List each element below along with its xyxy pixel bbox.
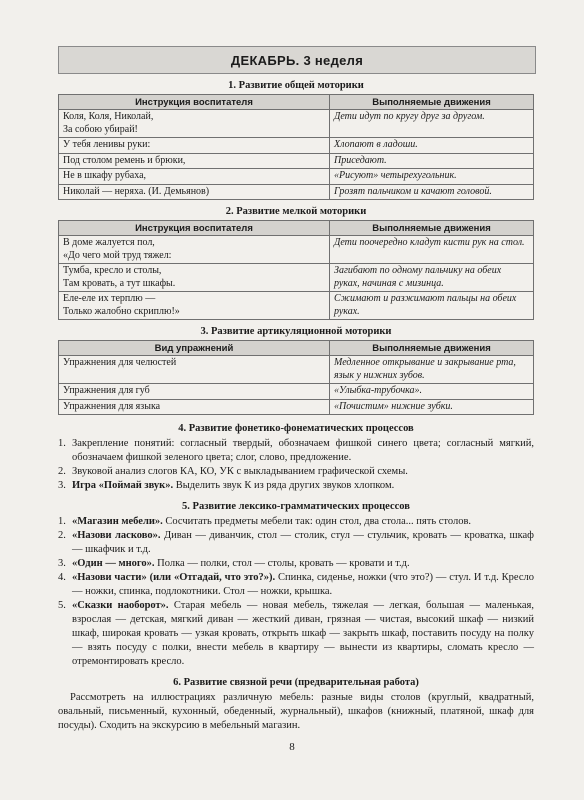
table-header: Выполняемые движения [330, 341, 534, 356]
item-text: Полка — полки, стол — столы, кровать — кровати и т.д. [154, 558, 410, 569]
instruction-cell: Коля, Коля, Николай, За собою убирай! [59, 110, 330, 138]
instruction-cell: У тебя ленивы руки: [59, 138, 330, 154]
table-row [59, 292, 534, 320]
exercise-cell: Упражнения для губ [59, 384, 330, 400]
item-number: 1. [58, 516, 66, 527]
exercise-cell: Упражнения для челюстей [59, 356, 330, 384]
section-title-gross-motor: 1. Развитие общей моторики [228, 80, 364, 91]
item-lead: «Назови ласково». [72, 530, 161, 541]
list-item [58, 571, 534, 599]
movement-cell: Дети идут по кругу друг за другом. [330, 110, 534, 138]
list-item [58, 479, 534, 493]
section-title-lexical: 5. Развитие лексико-грамматических процессов [182, 501, 410, 512]
page [58, 0, 534, 733]
item-text: Диван — диванчик, стол — столик, стул — стульчик, кровать — кроватка, шкаф — шкафчик и т.д. [72, 530, 534, 555]
movement-cell: «Почистим» нижние зубки. [330, 399, 534, 415]
table-row [59, 184, 534, 200]
movement-cell: Медленное открывание и закрывание рта, язык у нижних зубов. [330, 356, 534, 384]
table-row [59, 384, 534, 400]
instruction-cell: Еле-еле их терплю — Только жалобно скриплю!» [59, 292, 330, 320]
table-header: Вид упражнений [59, 341, 330, 356]
instruction-cell: Тумба, кресло и столы, Там кровать, а тут шкафы. [59, 264, 330, 292]
section-title-fine-motor: 2. Развитие мелкой моторики [225, 206, 367, 217]
movement-cell: Хлопают в ладоши. [330, 138, 534, 154]
movement-cell: «Рисуют» четырехугольник. [330, 169, 534, 185]
page-number: 8 [289, 741, 295, 753]
movement-cell: «Улыбка-трубочка». [330, 384, 534, 400]
instruction-cell: Не в шкафу рубаха, [59, 169, 330, 185]
table-row [59, 153, 534, 169]
list-item [58, 437, 534, 465]
item-number: 1. [58, 438, 66, 449]
item-text: Спинка, сиденье, ножки (что это?) — стул. И т.д. Кресло — ножки, спинка, подлокотники. Стол — ножки, крышка. [72, 572, 534, 597]
instruction-cell: Николай — неряха. (И. Демьянов) [59, 184, 330, 200]
table-row [59, 138, 534, 154]
item-number: 4. [58, 572, 66, 583]
item-text: Звуковой анализ слогов КА, КО, УК с выкладыванием графической схемы. [72, 466, 408, 477]
table-row [59, 356, 534, 384]
item-text: Выделить звук К из ряда других звуков хлопком. [173, 480, 395, 491]
gross-motor-table [58, 94, 534, 200]
item-lead: «Назови части» (или «Отгадай, что это?»). [72, 572, 276, 583]
table-header: Инструкция воспитателя [59, 221, 330, 236]
item-number: 3. [58, 558, 66, 569]
item-lead: Игра «Поймай звук». [72, 480, 174, 491]
list-item [58, 515, 534, 529]
section-title-phonetic: 4. Развитие фонетико-фонематических процессов [178, 423, 414, 434]
page-title: ДЕКАБРЬ. 3 неделя [58, 46, 536, 74]
section-title-speech: 6. Развитие связной речи (предварительная работа) [173, 677, 419, 688]
exercise-cell: Упражнения для языка [59, 399, 330, 415]
table-header: Инструкция воспитателя [59, 95, 330, 110]
list-item [58, 465, 534, 479]
movement-cell: Загибают по одному пальчику на обеих руках, начиная с мизинца. [330, 264, 534, 292]
item-text: Сосчитать предметы мебели так: один стол, два стола... пять столов. [162, 516, 472, 527]
item-number: 3. [58, 480, 66, 491]
item-text: Старая мебель — новая мебель, тяжелая — легкая, большая — маленькая, взрослая — детская, мягкий диван — жесткий диван, грязная — чистая, высокий шкаф — низкий шкаф, широкая кровать — узкая кровать, открыть шкаф — закрыть шкаф, поставить посуду на полку — взять посуду с полки, внести мебель в квартиру — вынести из квартиры, сломать кресло — отремонтировать кресло. [72, 600, 534, 667]
list-item [58, 599, 534, 669]
articulation-table [58, 340, 534, 415]
item-number: 2. [58, 530, 66, 541]
list-item [58, 529, 534, 557]
table-row [59, 399, 534, 415]
instruction-cell: Под столом ремень и брюки, [59, 153, 330, 169]
section-title-articulation: 3. Развитие артикуляционной моторики [200, 326, 392, 337]
table-row [59, 169, 534, 185]
item-text: Закрепление понятий: согласный твердый, обозначаем фишкой синего цвета; согласный мягкий, обозначаем фишкой зеленого цвета; слог, слово, предложение. [72, 438, 534, 463]
list-item [58, 557, 534, 571]
lexical-list [58, 515, 534, 669]
table-header: Выполняемые движения [330, 221, 534, 236]
item-lead: «Один — много». [72, 558, 155, 569]
table-row [59, 236, 534, 264]
table-row [59, 264, 534, 292]
item-lead: «Сказки наоборот». [72, 600, 169, 611]
movement-cell: Сжимают и разжимают пальцы на обеих руках. [330, 292, 534, 320]
movement-cell: Приседают. [330, 153, 534, 169]
movement-cell: Грозят пальчиком и качают головой. [330, 184, 534, 200]
table-row [59, 110, 534, 138]
movement-cell: Дети поочередно кладут кисти рук на стол. [330, 236, 534, 264]
item-number: 5. [58, 600, 66, 611]
speech-paragraph: Рассмотреть на иллюстрациях различную мебель: разные виды столов (круглый, квадратный, овальный, письменный, кухонный, обеденный, журнальный), шкафов (книжный, платяной, шкаф для посуды). Сходить на экскурсию в мебельный магазин. [58, 692, 534, 731]
table-header: Выполняемые движения [330, 95, 534, 110]
fine-motor-table [58, 220, 534, 320]
item-lead: «Магазин мебели». [72, 516, 163, 527]
phonetic-list [58, 437, 534, 493]
instruction-cell: В доме жалуется пол, «До чего мой труд тяжел: [59, 236, 330, 264]
item-number: 2. [58, 466, 66, 477]
